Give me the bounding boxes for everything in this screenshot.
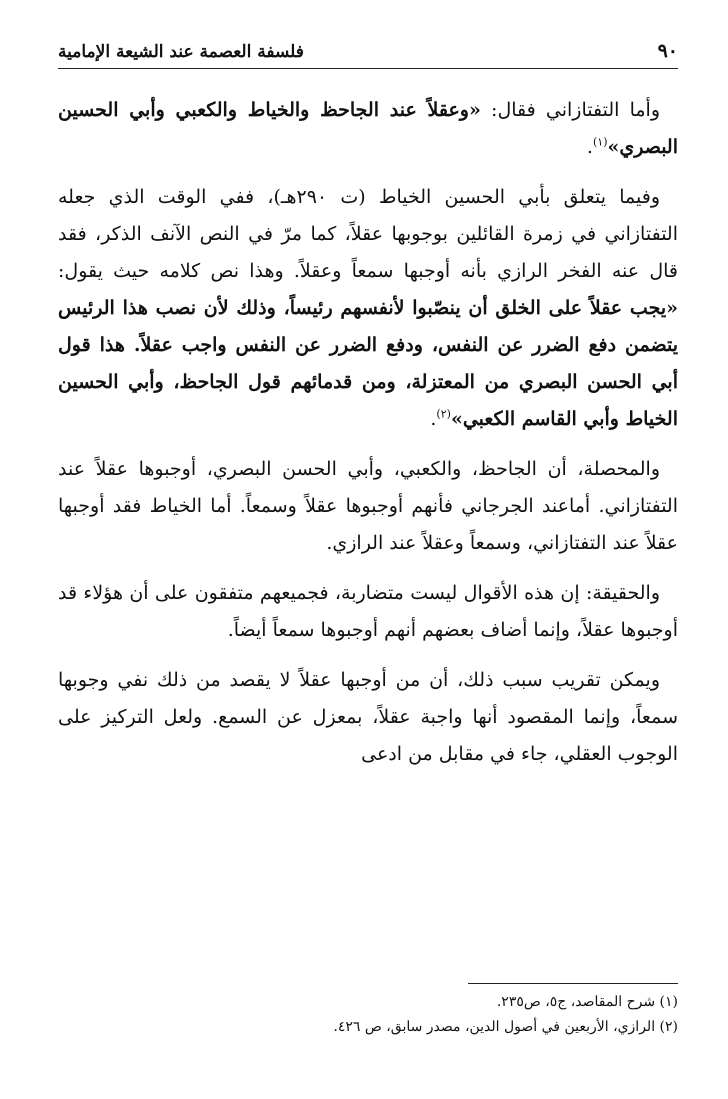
paragraph-5: ويمكن تقريب سبب ذلك، أن من أوجبها عقلاً لا يقصد من ذلك نفي وجوبها سمعاً، وإنما المقصود أنها واجبة عقلاً، بمعزل عن السمع. ولعل التركيز على الوجوب العقلي، جاء في مقابل من ادعى (58, 669, 678, 765)
running-title: فلسفة العصمة عند الشيعة الإمامية (58, 42, 304, 62)
page-body (58, 92, 678, 786)
paragraph-1 (58, 92, 678, 166)
paragraph-3: والمحصلة، أن الجاحظ، والكعبي، وأبي الحسن البصري، أوجبوها عقلاً عند التفتازاني. أماعند الجرجاني فأنهم أوجبوها عقلاً وسمعاً. أما الخياط فقد أوجبها عقلاً عند التفتازاني، وسمعاً وعقلاً عند الرازي. (58, 458, 678, 554)
paragraph-4: والحقيقة: إن هذه الأقوال ليست متضاربة، فجميعهم متفقون على أن هؤلاء قد أوجبوها عقلاً، وإنما أضاف بعضهم أنهم أوجبوها سمعاً أيضاً. (58, 582, 678, 641)
footnote-ref-1: (١) (592, 135, 608, 149)
paragraph-1-quote: «وعقلاً عند الجاحظ والخياط والكعبي وأبي الحسين البصري» (58, 99, 678, 158)
paragraph-1-end: . (586, 136, 593, 158)
paragraph-2 (58, 179, 678, 438)
paragraph-2-end: . (430, 408, 437, 430)
paragraph-1-lead: وأما التفتازاني فقال: (480, 99, 660, 121)
paragraph-2-text: وفيما يتعلق بأبي الحسين الخياط (ت ٢٩٠هـ)، ففي الوقت الذي جعله التفتازاني في زمرة القائلين بوجوبها عقلاً، كما مرّ في النص الآنف الذكر، فقد قال عنه الفخر الرازي بأنه أوجبها سمعاً وعقلاً. وهذا نص كلامه حيث يقول: (58, 186, 678, 282)
footnotes (58, 990, 678, 1040)
page-number: ٩٠ (657, 40, 678, 62)
footnote-2: (٢) الرازي، الأربعين في أصول الدين، مصدر سابق، ص ٤٢٦. (333, 1019, 678, 1035)
footnote-divider (468, 983, 678, 984)
footnote-1: (١) شرح المقاصد، ج٥، ص٢٣٥. (496, 994, 678, 1010)
page-header (58, 28, 678, 69)
footnote-ref-2: (٢) (436, 407, 451, 421)
paragraph-2-quote: «يجب عقلاً على الخلق أن ينصّبوا لأنفسهم رئيساً، وذلك لأن نصب هذا الرئيس يتضمن دفع الضرر عن النفس، ودفع الضرر عن النفس واجب عقلاً. هذا قول أبي الحسن البصري من المعتزلة، ومن قدمائهم قول الجاحظ، وأبي الحسين الخياط وأبي القاسم الكعبي» (58, 297, 678, 430)
